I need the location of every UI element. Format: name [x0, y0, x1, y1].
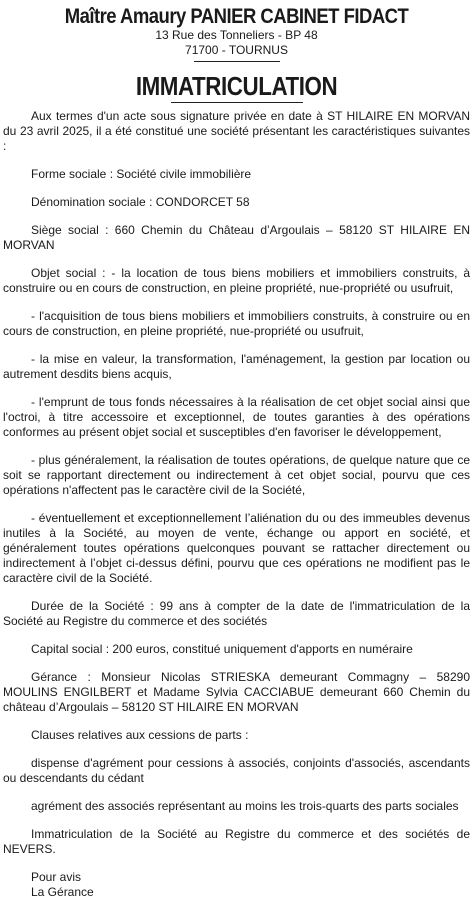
paragraph-approval-majority: agrément des associés représentant au moins les trois-quarts des parts sociales: [31, 799, 459, 813]
paragraph-share-transfer: Clauses relatives aux cessions de parts :: [31, 728, 249, 742]
paragraph-intro: Aux termes d'un acte sous signature privée en date à ST HILAIRE EN MORVAN du 23 avril 2025, il a été constitué une société présentant les caractéristiques suivantes :: [3, 109, 470, 153]
paragraph-capital: Capital social : 200 euros, constitué uniquement d'apports en numéraire: [31, 642, 413, 656]
paragraph-registered-office: Siège social : 660 Chemin du Château d’Argoulais – 58120 ST HILAIRE EN MORVAN: [3, 223, 470, 252]
notice-title: IMMATRICULATION: [135, 71, 338, 101]
header-divider: [194, 61, 280, 62]
paragraph-purpose-acquisition: - l'acquisition de tous biens mobiliers et immobiliers construits, à construire ou en cours de construction, en pleine propriété, nue-propriété ou usufruit,: [3, 309, 470, 338]
paragraph-purpose: Objet social : - la location de tous biens mobiliers et immobiliers construits, à construire ou en cours de construction, en pleine propriété, nue-propriété ou usufruit,: [3, 266, 470, 295]
paragraph-legal-form: Forme sociale : Société civile immobilière: [31, 167, 252, 181]
paragraph-approval-exemption: dispense d'agrément pour cessions à associés, conjoints d'associés, ascendants ou descendants du cédant: [3, 756, 470, 785]
paragraph-purpose-development: - la mise en valeur, la transformation, l'aménagement, la gestion par location ou autrement desdits biens acquis,: [3, 352, 470, 381]
address-city: 71700 - TOURNUS: [185, 43, 288, 57]
signature-for-notice: Pour avis: [31, 870, 82, 884]
title-divider: [171, 102, 303, 103]
notary-name: Maître Amaury PANIER CABINET FIDACT: [64, 4, 409, 28]
signature-management: La Gérance: [31, 885, 94, 899]
paragraph-company-name: Dénomination sociale : CONDORCET 58: [31, 195, 250, 209]
paragraph-purpose-borrowing: - l'emprunt de tous fonds nécessaires à la réalisation de cet objet social ainsi que l'octroi, à titre accessoire et exceptionnel, de toutes garanties à des opérations conformes au présent objet social et susceptibles d'en favoriser le développement,: [3, 395, 470, 439]
paragraph-management: Gérance : Monsieur Nicolas STRIESKA demeurant Commagny – 58290 MOULINS ENGILBERT et Madame Sylvia CACCIABUE demeurant 660 Chemin du château d’Argoulais – 58120 ST HILAIRE EN MORVAN: [3, 670, 470, 714]
paragraph-registration: Immatriculation de la Société au Registre du commerce et des sociétés de NEVERS.: [3, 827, 470, 856]
paragraph-duration: Durée de la Société : 99 ans à compter de la date de l'immatriculation de la Société au Registre du commerce et des sociétés: [3, 599, 470, 628]
address-street: 13 Rue des Tonneliers - BP 48: [155, 28, 318, 42]
notice-body: [3, 109, 470, 857]
paragraph-purpose-general: - plus généralement, la réalisation de toutes opérations, de quelque nature que ce soit se rapportant directement ou indirectement à cet objet social, pourvu que ces opérations n'affectent pas le caractère civil de la Société,: [3, 453, 470, 497]
paragraph-purpose-alienation: - éventuellement et exceptionnellement l’aliénation du ou des immeubles devenus inutiles à la Société, au moyen de vente, échange ou apport en société, et généralement toutes opérations quelconques pouvant se rattacher directement ou indirectement à l’objet ci-dessus défini, pourvu que ces opérations ne modifient pas le caractère civil de la Société.: [3, 511, 470, 585]
